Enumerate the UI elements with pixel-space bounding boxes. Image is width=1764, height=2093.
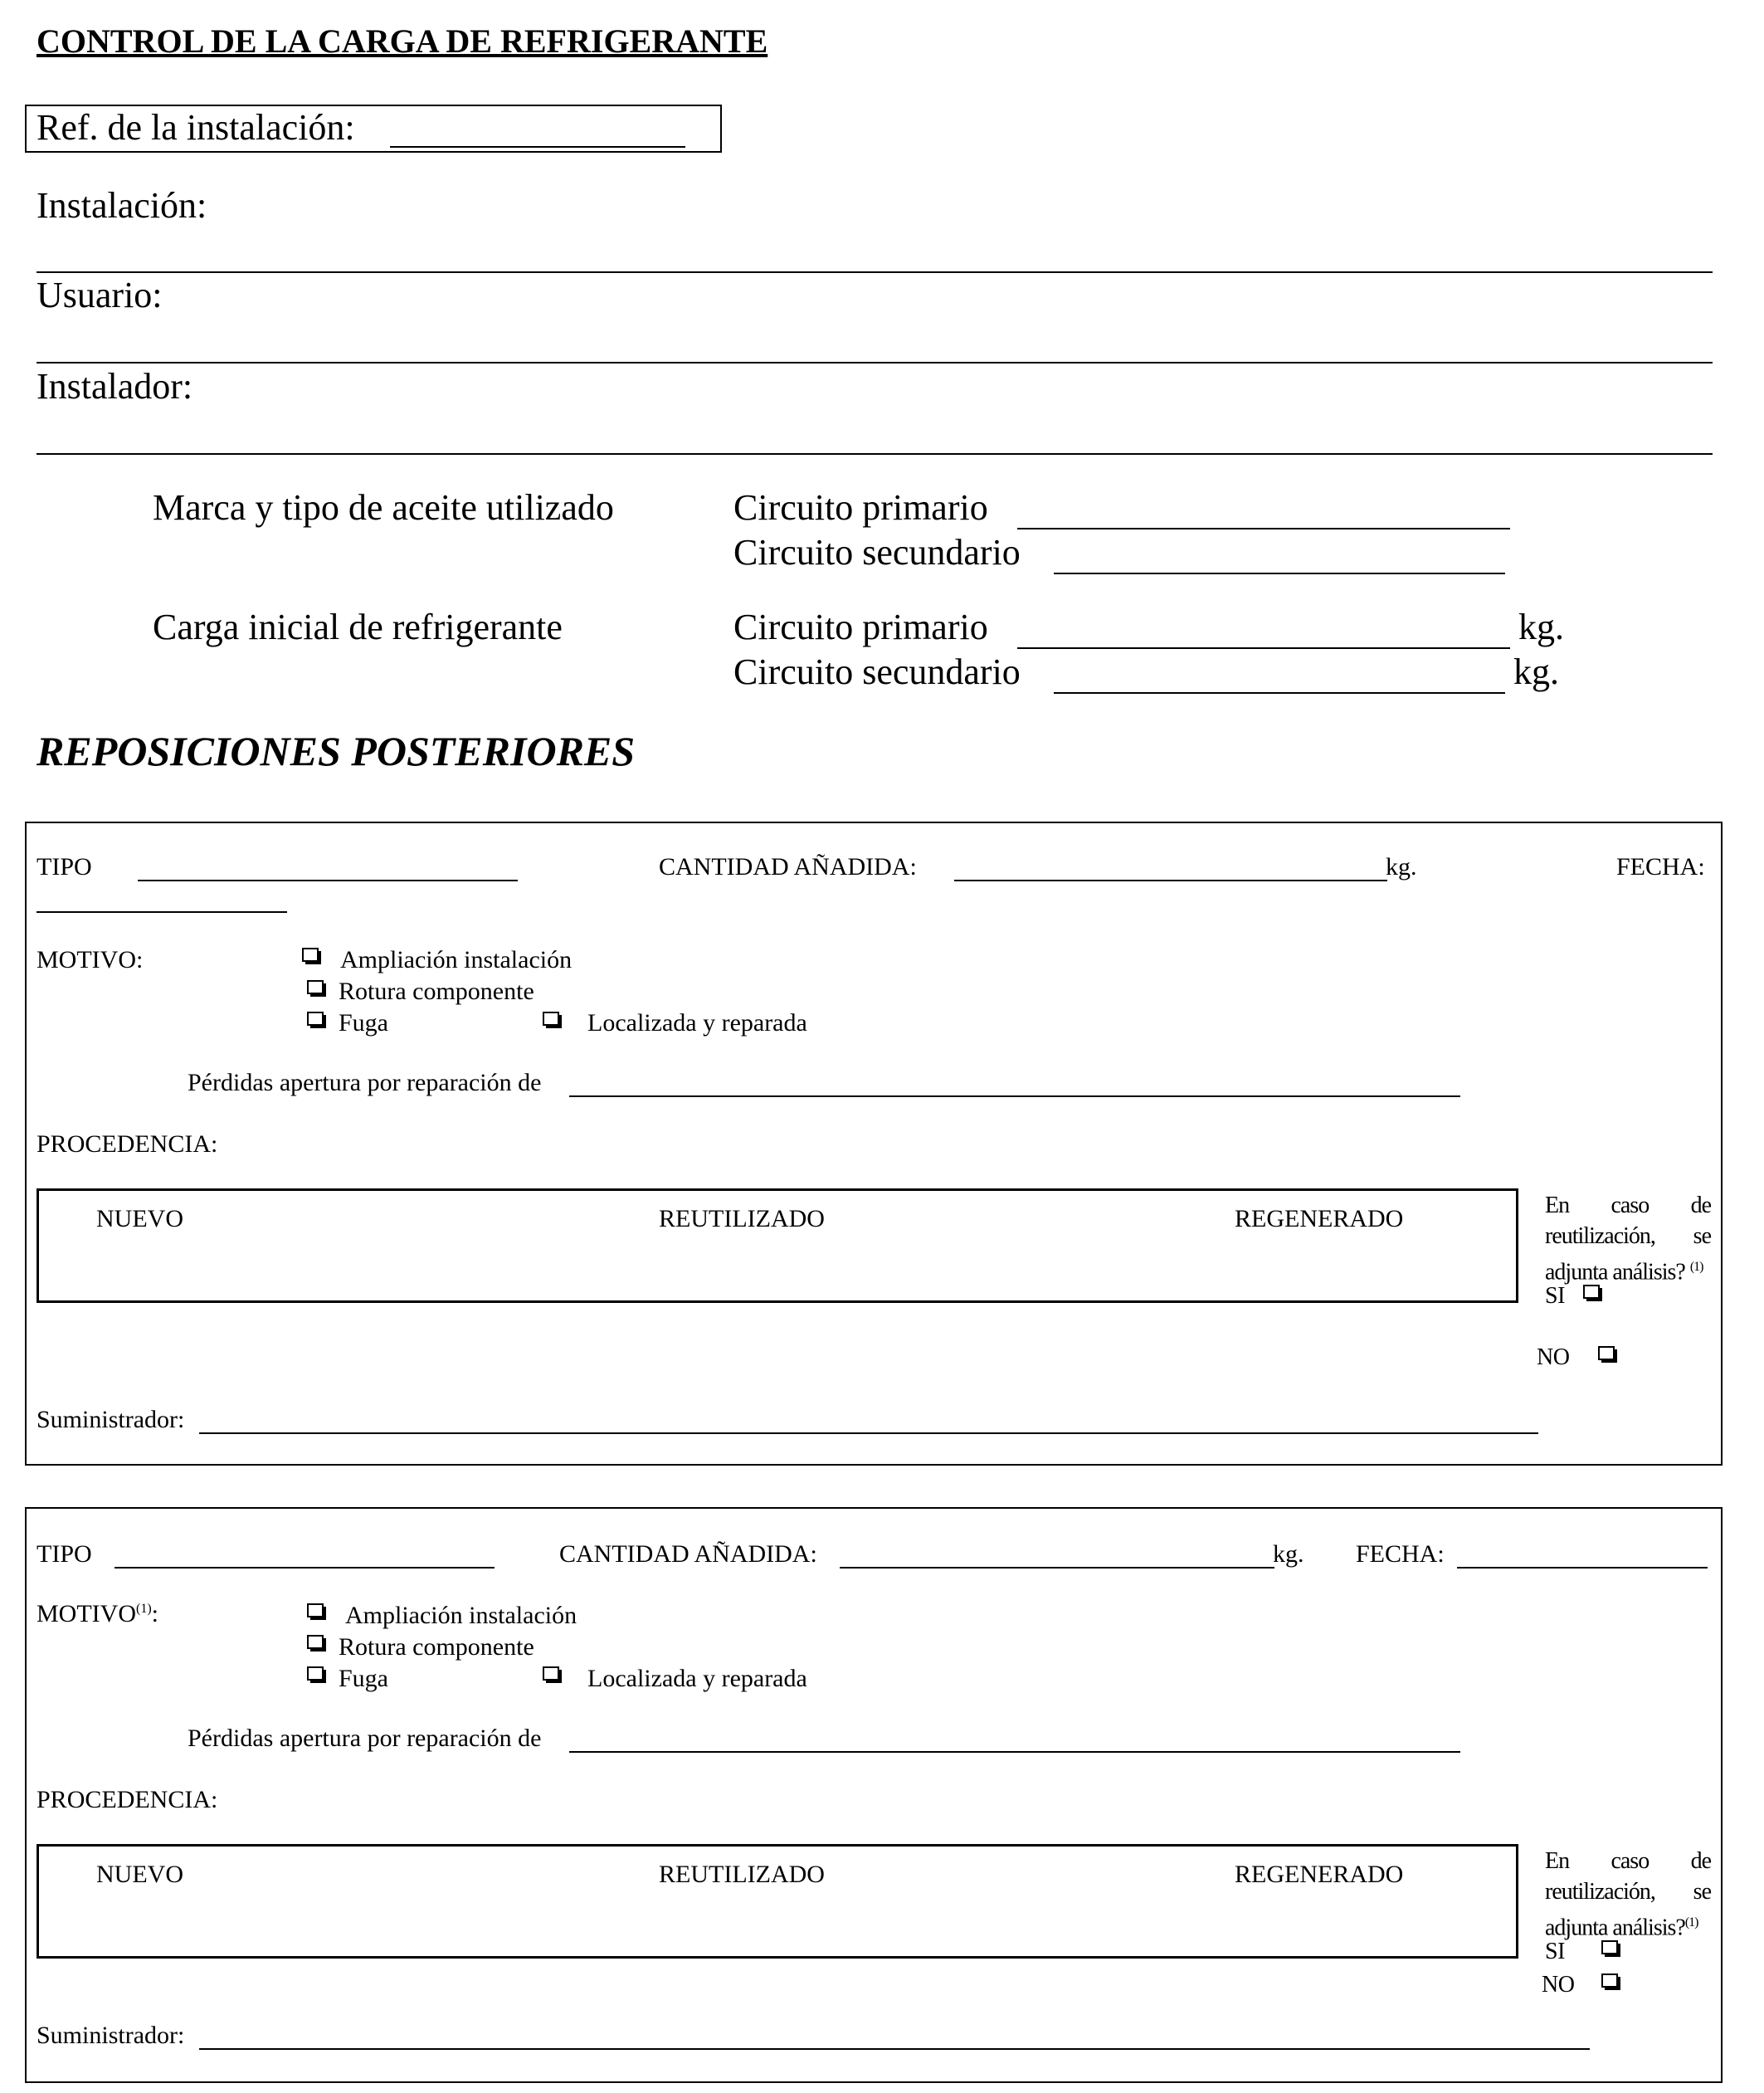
fecha-field[interactable] bbox=[1457, 1567, 1708, 1569]
si-label: SI bbox=[1545, 1939, 1565, 1964]
fuga-label: Fuga bbox=[339, 1009, 388, 1037]
procedencia-label: PROCEDENCIA: bbox=[37, 1786, 218, 1813]
reutilizado-option[interactable]: REUTILIZADO bbox=[659, 1861, 825, 1888]
ampliacion-checkbox[interactable] bbox=[302, 948, 319, 962]
aceite-primario-label: Circuito primario bbox=[733, 487, 988, 528]
instalador-label: Instalador: bbox=[37, 366, 193, 407]
aceite-secundario-label: Circuito secundario bbox=[733, 532, 1021, 573]
no-checkbox[interactable] bbox=[1601, 1973, 1618, 1988]
form-title: CONTROL DE LA CARGA DE REFRIGERANTE bbox=[37, 22, 768, 60]
si-checkbox[interactable] bbox=[1583, 1285, 1600, 1299]
cantidad-label: CANTIDAD AÑADIDA: bbox=[659, 853, 917, 881]
localizada-label: Localizada y reparada bbox=[587, 1665, 807, 1692]
carga-secundario-label: Circuito secundario bbox=[733, 651, 1021, 692]
suministrador-label: Suministrador: bbox=[37, 2022, 185, 2049]
aceite-secundario-field[interactable] bbox=[1054, 573, 1505, 574]
fecha-field[interactable] bbox=[37, 911, 287, 913]
reutilizado-option[interactable]: REUTILIZADO bbox=[659, 1205, 825, 1232]
usuario-label: Usuario: bbox=[37, 275, 163, 315]
carga-secundario-unit: kg. bbox=[1513, 651, 1559, 692]
regenerado-option[interactable]: REGENERADO bbox=[1235, 1205, 1404, 1232]
motivo-label: MOTIVO$^{(1)}$: bbox=[37, 1600, 158, 1627]
ref-field[interactable] bbox=[390, 146, 685, 148]
analisis-question: En caso de reutilización, se adjunta análisis? $^{(1)}$ bbox=[1545, 1193, 1711, 1286]
localizada-checkbox[interactable] bbox=[543, 1012, 559, 1026]
fuga-label: Fuga bbox=[339, 1665, 388, 1692]
regenerado-option[interactable]: REGENERADO bbox=[1235, 1861, 1404, 1888]
kg-label: kg. bbox=[1386, 853, 1417, 881]
localizada-label: Localizada y reparada bbox=[587, 1009, 807, 1037]
procedencia-label: PROCEDENCIA: bbox=[37, 1130, 218, 1158]
kg-label: kg. bbox=[1273, 1540, 1304, 1568]
carga-primario-field[interactable] bbox=[1017, 647, 1510, 649]
no-label: NO bbox=[1542, 1972, 1575, 1998]
si-checkbox[interactable] bbox=[1601, 1940, 1618, 1954]
aceite-label: Marca y tipo de aceite utilizado bbox=[153, 487, 614, 528]
cantidad-field[interactable] bbox=[840, 1567, 1274, 1569]
nuevo-option[interactable]: NUEVO bbox=[96, 1861, 183, 1888]
ampliacion-label: Ampliación instalación bbox=[340, 946, 573, 973]
instalacion-label: Instalación: bbox=[37, 185, 207, 226]
no-label: NO bbox=[1537, 1344, 1570, 1370]
nuevo-option[interactable]: NUEVO bbox=[96, 1205, 183, 1232]
cantidad-field[interactable] bbox=[954, 880, 1387, 881]
motivo-label: MOTIVO: bbox=[37, 946, 144, 973]
fecha-label: FECHA: bbox=[1616, 853, 1705, 881]
reposicion-block-1 bbox=[25, 822, 1723, 1466]
cantidad-label: CANTIDAD AÑADIDA: bbox=[559, 1540, 817, 1568]
perdidas-field[interactable] bbox=[569, 1095, 1460, 1097]
rotura-checkbox[interactable] bbox=[307, 1635, 324, 1649]
reposicion-block-2 bbox=[25, 1507, 1723, 2083]
carga-secundario-field[interactable] bbox=[1054, 692, 1505, 694]
analisis-question: En caso de reutilización, se adjunta análisis?$^{(1)}$ bbox=[1545, 1848, 1711, 1941]
instalador-field[interactable] bbox=[37, 453, 1713, 455]
no-checkbox[interactable] bbox=[1598, 1346, 1615, 1360]
ref-label: Ref. de la instalación: bbox=[37, 107, 355, 148]
section-title: REPOSICIONES POSTERIORES bbox=[37, 728, 636, 774]
instalacion-field[interactable] bbox=[37, 271, 1713, 273]
perdidas-label: Pérdidas apertura por reparación de bbox=[188, 1725, 542, 1752]
carga-primario-label: Circuito primario bbox=[733, 607, 988, 647]
suministrador-field[interactable] bbox=[199, 2048, 1590, 2050]
fuga-checkbox[interactable] bbox=[307, 1666, 324, 1681]
rotura-label: Rotura componente bbox=[339, 1633, 534, 1661]
suministrador-field[interactable] bbox=[199, 1432, 1538, 1434]
fuga-checkbox[interactable] bbox=[307, 1012, 324, 1026]
rotura-label: Rotura componente bbox=[339, 978, 534, 1005]
si-label: SI bbox=[1545, 1283, 1565, 1309]
aceite-primario-field[interactable] bbox=[1017, 528, 1510, 529]
rotura-checkbox[interactable] bbox=[307, 980, 324, 994]
perdidas-label: Pérdidas apertura por reparación de bbox=[188, 1069, 542, 1096]
ampliacion-label: Ampliación instalación bbox=[345, 1602, 577, 1629]
tipo-label: TIPO bbox=[37, 853, 92, 881]
tipo-label: TIPO bbox=[37, 1540, 92, 1568]
usuario-field[interactable] bbox=[37, 362, 1713, 363]
suministrador-label: Suministrador: bbox=[37, 1406, 185, 1433]
tipo-field[interactable] bbox=[138, 880, 518, 881]
carga-primario-unit: kg. bbox=[1518, 607, 1564, 647]
fecha-label: FECHA: bbox=[1356, 1540, 1445, 1568]
ampliacion-checkbox[interactable] bbox=[307, 1603, 324, 1617]
carga-label: Carga inicial de refrigerante bbox=[153, 607, 563, 647]
tipo-field[interactable] bbox=[115, 1567, 495, 1569]
localizada-checkbox[interactable] bbox=[543, 1666, 559, 1681]
motivo-footnote: (1) bbox=[136, 1602, 152, 1616]
perdidas-field[interactable] bbox=[569, 1751, 1460, 1753]
